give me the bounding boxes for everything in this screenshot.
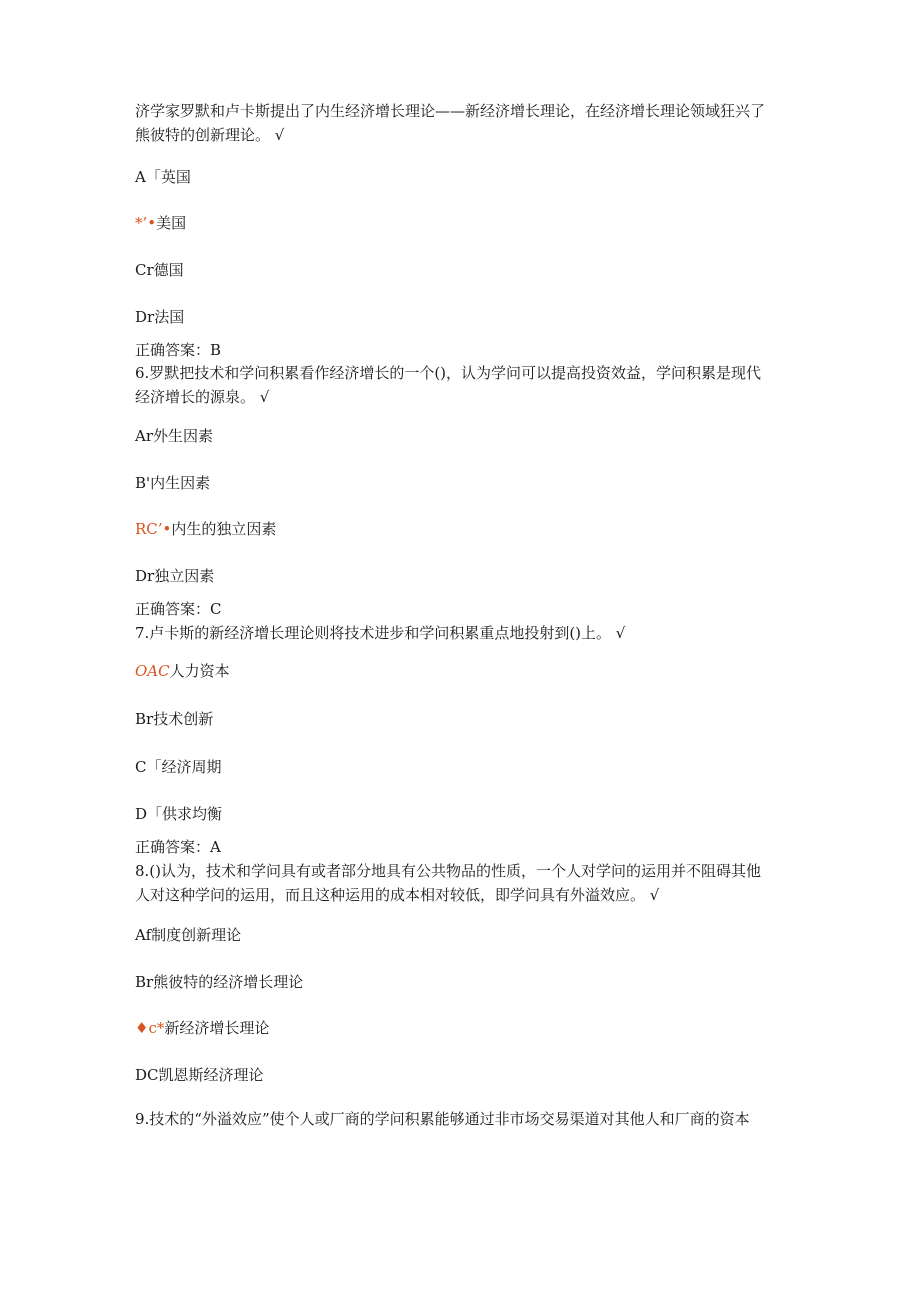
q8-option-d — [135, 1064, 795, 1086]
q5-option-d — [135, 306, 795, 328]
q8-option-a — [135, 924, 795, 946]
question-7-stem-line-1: 7.卢卡斯的新经济增长理论则将技术进步和学问积累重点地投射到()上。 √ — [135, 624, 626, 642]
option-text: 英国 — [160, 168, 191, 186]
option-text: 凯恩斯经济理论 — [158, 1066, 264, 1084]
q5-option-b — [135, 212, 795, 234]
option-marker: Br — [135, 710, 154, 728]
q6-option-a — [135, 425, 795, 447]
q7-option-d — [135, 803, 795, 825]
option-text: 内生因素 — [150, 474, 211, 492]
option-text: 经济周期 — [161, 758, 222, 776]
q6-option-b — [135, 472, 795, 494]
option-marker: Ar — [135, 427, 154, 445]
selected-option-marker: OAC — [135, 662, 170, 680]
selected-option-marker: *’• — [135, 214, 157, 232]
option-marker: Af — [135, 926, 152, 944]
option-text: 制度创新理论 — [151, 926, 242, 944]
option-text: 独立因素 — [154, 567, 215, 585]
option-marker: Cr — [135, 261, 154, 279]
q8-option-b — [135, 971, 795, 993]
question-8-stem-line-2: 人对这种学问的运用，而且这种运用的成本相对较低，即学问具有外溢效应。 √ — [135, 886, 660, 904]
question-6-stem-line-2: 经济增长的源泉。 √ — [135, 388, 270, 406]
question-6-stem-line-1: 6.罗默把技术和学问积累看作经济增长的一个()，认为学问可以提高投资效益，学问积累是现代 — [135, 364, 762, 382]
question-9-stem-line-1: 9.技术的“外溢效应”使个人或厂商的学问积累能够通过非市场交易渠道对其他人和厂商的资本 — [135, 1110, 750, 1128]
question-5-stem-line-1: 济学家罗默和卢卡斯提出了内生经济增长理论——新经济增长理论，在经济增长理论领域狂兴了 — [135, 102, 766, 120]
selected-option-marker: RC’• — [135, 520, 172, 538]
q6-correct-answer: 正确答案：C — [135, 600, 222, 618]
q8-option-c — [135, 1017, 795, 1039]
q7-option-a — [135, 660, 795, 682]
option-marker: Dr — [135, 567, 155, 585]
question-5-stem-line-2: 熊彼特的创新理论。 √ — [135, 126, 285, 144]
option-marker: Dr — [135, 308, 155, 326]
q7-correct-answer: 正确答案：A — [135, 838, 221, 856]
option-marker: Br — [135, 973, 154, 991]
q6-option-c — [135, 518, 795, 540]
option-marker: DC — [135, 1066, 159, 1084]
option-text: 法国 — [154, 308, 185, 326]
option-text: 德国 — [153, 261, 184, 279]
option-text: 技术创新 — [153, 710, 214, 728]
q7-option-b — [135, 708, 795, 730]
option-marker: B' — [135, 474, 151, 492]
option-text: 供求均衡 — [162, 805, 223, 823]
q5-option-a — [135, 166, 795, 188]
option-marker: D「 — [135, 805, 163, 823]
option-marker: A「 — [135, 168, 161, 186]
q5-option-c — [135, 259, 795, 281]
option-marker: C「 — [135, 758, 162, 776]
option-text: 外生因素 — [153, 427, 214, 445]
option-text: 人力资本 — [169, 662, 230, 680]
option-text: 内生的独立因素 — [171, 520, 277, 538]
question-8-stem-line-1: 8.()认为，技术和学问具有或者部分地具有公共物品的性质，一个人对学问的运用并不阻碍其他 — [135, 862, 762, 880]
q7-option-c — [135, 756, 795, 778]
q5-correct-answer: 正确答案：B — [135, 341, 222, 359]
option-text: 美国 — [156, 214, 187, 232]
selected-option-marker: ♦c* — [135, 1019, 165, 1037]
q6-option-d — [135, 565, 795, 587]
option-text: 新经济增长理论 — [164, 1019, 270, 1037]
option-text: 熊彼特的经济增长理论 — [153, 973, 304, 991]
